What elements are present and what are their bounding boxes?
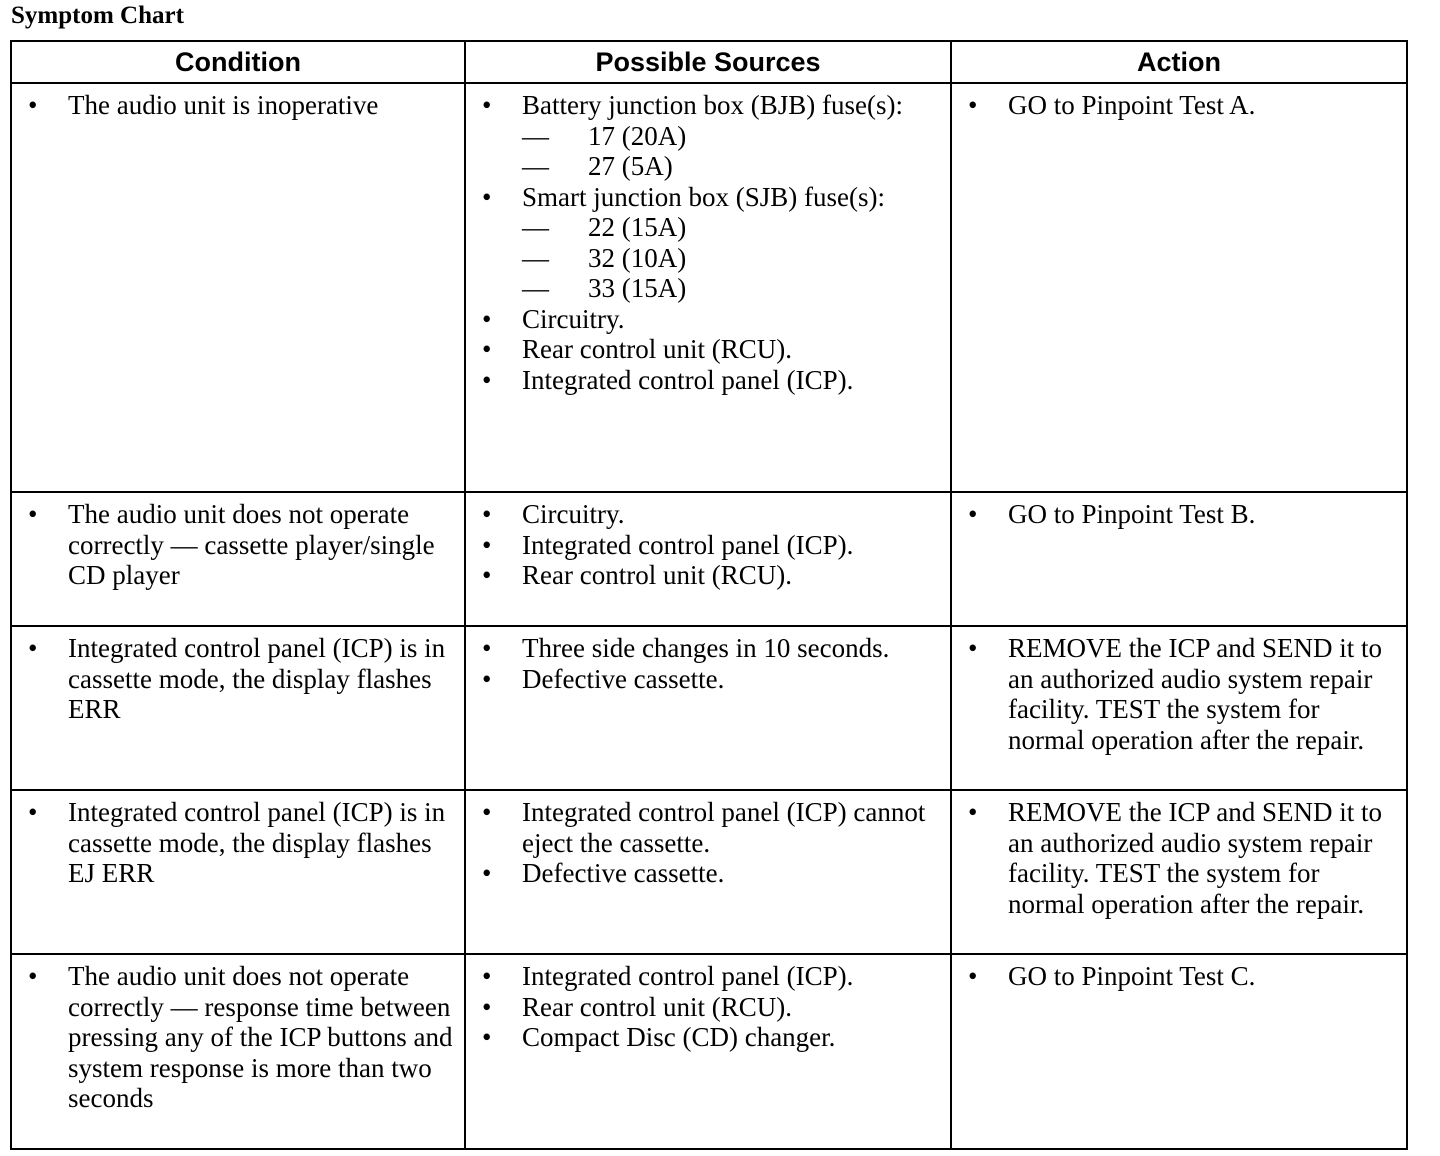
dash-icon: — (522, 212, 549, 242)
list-item (466, 797, 950, 858)
bullet-icon: • (482, 858, 492, 888)
sources-list (466, 791, 950, 889)
fuse-sub-item (466, 273, 950, 304)
bullet-icon: • (28, 90, 38, 120)
header-row (11, 41, 1407, 83)
bullet-icon: • (482, 797, 492, 827)
list-item-text: Integrated control panel (ICP). (522, 961, 854, 991)
table-row (11, 626, 1407, 790)
list-item (952, 797, 1406, 919)
condition-list (12, 84, 464, 121)
list-item-text: Battery junction box (BJB) fuse(s): (522, 90, 903, 120)
action-list (952, 627, 1406, 755)
bullet-icon: • (482, 499, 492, 529)
list-item (952, 90, 1406, 121)
list-item-text: GO to Pinpoint Test B. (1008, 499, 1256, 529)
fuse-sub-item-text: 32 (10A) (588, 242, 687, 273)
bullet-icon: • (968, 90, 978, 120)
fuse-sub-item (466, 212, 950, 243)
condition-list (12, 627, 464, 725)
fuse-sub-item (466, 151, 950, 182)
action-cell (951, 626, 1407, 790)
list-item (12, 797, 464, 889)
action-list (952, 791, 1406, 919)
fuse-sub-item-text: 17 (20A) (588, 120, 687, 151)
bullet-icon: • (28, 797, 38, 827)
list-item (12, 633, 464, 725)
action-list (952, 493, 1406, 530)
list-item (466, 633, 950, 664)
bullet-icon: • (482, 334, 492, 364)
bullet-icon: • (482, 1022, 492, 1052)
fuse-sub-item (466, 121, 950, 152)
bullet-icon: • (482, 364, 492, 395)
list-item-text: Integrated control panel (ICP). (522, 364, 854, 395)
list-item-text: GO to Pinpoint Test C. (1008, 961, 1256, 991)
list-item-text: The audio unit does not operate correctly — cassette player/single CD player (68, 499, 435, 590)
bullet-icon: • (968, 797, 978, 827)
bullet-icon: • (968, 961, 978, 991)
list-item (12, 90, 464, 121)
table-row (11, 83, 1407, 492)
bullet-icon: • (28, 961, 38, 991)
list-item-text: Defective cassette. (522, 663, 725, 694)
condition-cell (11, 954, 465, 1149)
dash-icon: — (522, 273, 549, 303)
list-item-text: Integrated control panel (ICP) cannot eject the cassette. (522, 797, 926, 858)
list-item (466, 1022, 950, 1053)
list-item (952, 633, 1406, 755)
bullet-icon: • (28, 633, 38, 663)
list-item-text: Rear control unit (RCU). (522, 334, 792, 364)
dash-icon: — (522, 120, 549, 151)
list-item (466, 530, 950, 561)
list-item (952, 961, 1406, 992)
condition-list (12, 955, 464, 1114)
list-item (466, 90, 950, 121)
list-item-text: Compact Disc (CD) changer. (522, 1022, 836, 1052)
list-item-text: Defective cassette. (522, 858, 725, 888)
action-cell (951, 790, 1407, 954)
action-header: Action (951, 41, 1407, 83)
condition-header: Condition (11, 41, 465, 83)
fuse-sub-item-text: 27 (5A) (588, 151, 673, 181)
symptom-chart-table (10, 40, 1408, 1150)
list-item (466, 858, 950, 889)
bullet-icon: • (28, 499, 38, 529)
possible-sources-cell (465, 626, 951, 790)
list-item-text: The audio unit is inoperative (68, 90, 379, 120)
condition-list (12, 493, 464, 591)
sources-list (466, 493, 950, 591)
action-cell (951, 492, 1407, 626)
condition-cell (11, 626, 465, 790)
fuse-sub-item-text: 22 (15A) (588, 212, 687, 242)
sources-list (466, 955, 950, 1053)
list-item-text: REMOVE the ICP and SEND it to an authorized audio system repair facility. TEST the system for normal operation after the repair. (1008, 797, 1382, 919)
condition-list (12, 791, 464, 889)
possible-sources-cell (465, 954, 951, 1149)
sources-list (466, 627, 950, 694)
list-item (466, 664, 950, 695)
list-item (466, 304, 950, 335)
bullet-icon: • (482, 991, 492, 1022)
bullet-icon: • (968, 633, 978, 663)
condition-cell (11, 790, 465, 954)
list-item (466, 992, 950, 1023)
list-item-text: Rear control unit (RCU). (522, 991, 792, 1022)
bullet-icon: • (482, 961, 492, 991)
list-item (12, 961, 464, 1114)
sources-list (466, 84, 950, 395)
list-item (466, 560, 950, 591)
bullet-icon: • (482, 633, 492, 663)
bullet-icon: • (482, 90, 492, 120)
possible-sources-header: Possible Sources (465, 41, 951, 83)
list-item-text: GO to Pinpoint Test A. (1008, 90, 1256, 120)
list-item-text: REMOVE the ICP and SEND it to an authorized audio system repair facility. TEST the system for normal operation after the repair. (1008, 633, 1382, 755)
list-item (466, 334, 950, 365)
list-item (466, 365, 950, 396)
list-item-text: Integrated control panel (ICP) is in cassette mode, the display flashes ERR (68, 633, 446, 724)
table-row (11, 492, 1407, 626)
list-item-text: Rear control unit (RCU). (522, 560, 792, 590)
table-row (11, 954, 1407, 1149)
list-item-text: Integrated control panel (ICP) is in cassette mode, the display flashes EJ ERR (68, 797, 446, 888)
bullet-icon: • (482, 303, 492, 334)
list-item-text: The audio unit does not operate correctly — response time between pressing any of the ICP buttons and system response is more than two seconds (68, 961, 453, 1113)
list-item (952, 499, 1406, 530)
condition-cell (11, 492, 465, 626)
list-item-text: Three side changes in 10 seconds. (522, 633, 890, 663)
bullet-icon: • (482, 663, 492, 694)
bullet-icon: • (482, 529, 492, 560)
bullet-icon: • (482, 181, 492, 212)
action-cell (951, 954, 1407, 1149)
fuse-sub-item (466, 243, 950, 274)
list-item-text: Integrated control panel (ICP). (522, 529, 854, 560)
dash-icon: — (522, 242, 549, 273)
table-row (11, 790, 1407, 954)
dash-icon: — (522, 151, 549, 181)
list-item-text: Smart junction box (SJB) fuse(s): (522, 181, 885, 212)
list-item (466, 182, 950, 213)
list-item-text: Circuitry. (522, 499, 625, 529)
bullet-icon: • (968, 499, 978, 529)
action-list (952, 84, 1406, 121)
page-title: Symptom Chart (11, 2, 184, 29)
list-item-text: Circuitry. (522, 303, 625, 334)
condition-cell (11, 83, 465, 492)
list-item (466, 961, 950, 992)
action-cell (951, 83, 1407, 492)
list-item (12, 499, 464, 591)
bullet-icon: • (482, 560, 492, 590)
action-list (952, 955, 1406, 992)
possible-sources-cell (465, 492, 951, 626)
list-item (466, 499, 950, 530)
fuse-sub-item-text: 33 (15A) (588, 273, 687, 303)
possible-sources-cell (465, 790, 951, 954)
possible-sources-cell (465, 83, 951, 492)
